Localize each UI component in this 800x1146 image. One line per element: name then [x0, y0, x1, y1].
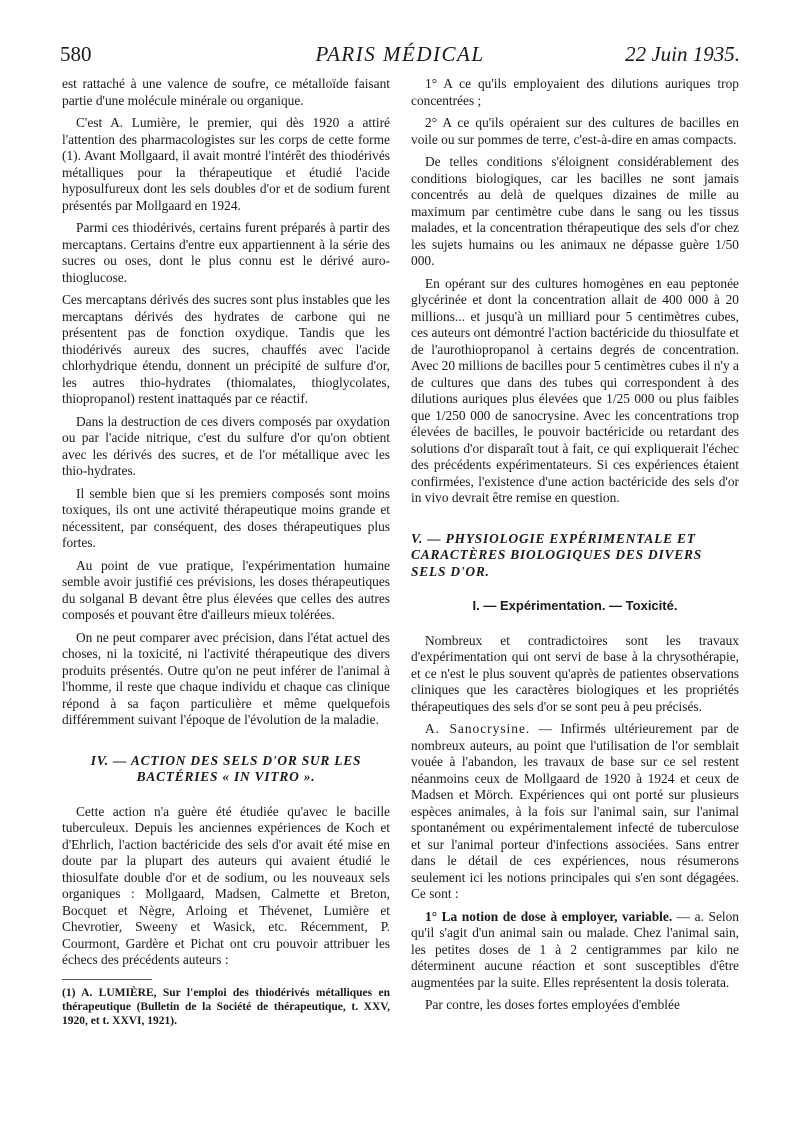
paragraph: De telles conditions s'éloignent considérablement des conditions biologiques, car les bacilles ne sont jamais concentrés au delà de quelques dizaines de mille au maximum par centimètre cube dans le sang ou les tissus malades, et la concentration thérapeutique des sels d'or chez les sujets humains ou les animaux ne dépasse guère 1/50 000.	[411, 154, 739, 268]
paragraph: Parmi ces thiodérivés, certains furent préparés à partir des mercaptans. Certains d'entre eux appartiennent à la série des sucres ou oses, dont le plus connu est le dérivé auro-thioglucose.	[62, 220, 390, 285]
subsection-heading: I. — Expérimentation. — Toxicité.	[472, 598, 678, 613]
footnote: (1) A. LUMIÈRE, Sur l'emploi des thiodérivés métalliques en thérapeutique (Bulletin de la Société de thérapeutique, t. XXV, 1920, et t. XXVI, 1921).	[62, 986, 390, 1027]
footnote-divider	[62, 979, 152, 980]
paragraph: Nombreux et contradictoires sont les travaux d'expérimentation qui ont servi de base à la chrysothérapie, et ce n'est le plus souvent qu'après de patientes observations cliniques que les caractères biologiques et les propriétés thérapeutiques des sels d'or se sont peu à peu précisés.	[411, 632, 739, 714]
paragraph-text: — a. Selon qu'il s'agit d'un animal sain ou malade. Chez l'animal sain, les petites doses de 1 à 2 centigrammes par kilo ne déterminent aucune réaction et sont susceptibles d'être augmentées par la suite. Elles représentent la dosis tolerata.	[411, 908, 739, 990]
paragraph: Ces mercaptans dérivés des sucres sont plus instables que les mercaptans dérivés des hydrates de carbone qui ne présentent pas de fonction oxydique. Tandis que les thiodérivés aureux des sucres, chauffés avec l'acide chlorhydrique étendu, donnent un précipité de sulfure d'or, les autres thio-hydrates (thiomalates, thioglycolates, thiopropanol) restent inattaqués par ce réactif.	[62, 292, 390, 406]
paragraph: 2° A ce qu'ils opéraient sur des cultures de bacilles en voile ou sur pommes de terre, c'est-à-dire en amas compacts.	[411, 115, 739, 147]
left-column	[62, 76, 390, 1034]
paragraph: 1° A ce qu'ils employaient des dilutions auriques trop concentrées ;	[411, 76, 739, 108]
paragraph: Dans la destruction de ces divers composés par oxydation ou par l'acide nitrique, c'est du sulfure d'or qu'on obtient avec les dérivés des sucres, et de l'or métallique avec les thio-hydrates.	[62, 413, 390, 478]
section-heading-iv: IV. — ACTION DES SELS D'OR SUR LES BACTÉRIES « IN VITRO ».	[90, 752, 362, 784]
paragraph: Il semble bien que si les premiers composés sont moins toxiques, ils ont une activité thérapeutique moins grande et nécessitent, par conséquent, des doses thérapeutiques plus fortes.	[62, 485, 390, 550]
paragraph: En opérant sur des cultures homogènes en eau peptonée glycérinée et dont la concentration allait de 400 000 à 20 millions... et jusqu'à un milliard pour 5 centimètres cubes, ces auteurs ont démontré l'action bactéricide du thiosulfate et de l'aurothiopropanol à certains degrés de concentration. Avec 20 millions de bacilles pour 5 centimètres cubes il n'y a de cultures que dans des tubes qui correspondent à des dilutions auriques plus élevées que 1/25 000 ou plus faibles que 1/250 000 de sanocrysine. Avec les concentrations trop élevées de bacilles, le pouvoir bactéricide ou retardant des solutions d'or disparaît tout à fait, ce qui expliquerait l'échec des précédents expérimentateurs. Si ces expériences étaient confirmées, l'existence d'une action bactéricide des sels d'or in vivo devrait être remise en question.	[411, 275, 739, 505]
paragraph: Au point de vue pratique, l'expérimentation humaine semble avoir justifié ces prévisions, les doses thérapeutiques du solganal B devant être plus élevées que celles des autres composés et pouvant être d'ailleurs mieux tolérées.	[62, 557, 390, 622]
issue-date: 22 Juin 1935.	[625, 42, 740, 66]
page-header	[60, 42, 740, 72]
paragraph: Cette action n'a guère été étudiée qu'avec le bacille tuberculeux. Depuis les anciennes expériences de Koch et d'Ehrlich, l'action bactéricide des sels d'or avait été mise en doute par la plupart des auteurs qui avaient étudié le thiosulfate double d'or et de sodium, ou les nouveaux sels organiques : Mollgaard, Madsen, Calmette et Breton, Bocquet et Nègre, Arloing et Thévenet, Lumière et Chevrotier, Sweeny et Wasick, etc. Récemment, P. Courmont, Gardère et Pichat ont cru pouvoir attribuer les échecs des précédents auteurs :	[62, 803, 390, 967]
paragraph: On ne peut comparer avec précision, dans l'état actuel des choses, ni la toxicité, ni l'activité thérapeutique des divers produits présentés. Outre qu'on ne peut inférer de l'animal à l'homme, il reste que chaque individu et chaque cas clinique répond à sa façon particulière et même quelquefois différemment suivant l'époque de l'évolution de la maladie.	[62, 629, 390, 727]
paragraph	[411, 721, 739, 903]
paragraph: C'est A. Lumière, le premier, qui dès 1920 a attiré l'attention des pharmacologistes sur les corps de cette forme (1). Avant Mollgaard, il avait montré l'intérêt des thiodérivés métalliques pour la thérapeutique et étudié l'acide hyposulfureux dont les sels doubles d'or et de sodium furent présentés par Mollgaard en 1924.	[62, 115, 390, 213]
paragraph	[411, 909, 739, 992]
page-number: 580	[60, 42, 92, 66]
run-in-heading: 1° La notion de dose à employer, variable.	[425, 908, 673, 924]
run-in-heading: A. Sanocrysine.	[425, 721, 531, 736]
paragraph: est rattaché à une valence de soufre, ce métalloïde faisant partie d'une molécule minérale ou organique.	[62, 76, 390, 108]
journal-title: PARIS MÉDICAL	[315, 42, 485, 66]
paragraph: Par contre, les doses fortes employées d'emblée	[425, 997, 680, 1012]
paragraph-text: — Infirmés ultérieurement par de nombreux auteurs, au point que l'utilisation de l'or semblait vouée à l'abandon, les travaux de base sur ce sel restent néanmoins ceux de Mollgaard de 1920 à 1924 et ceux de Madsen et Mörch. Expériences qui ont porté sur plusieurs espèces animales, à la fois sur l'animal sain, sur l'animal spontanément ou expérimentalement infecté de tuberculose et sur l'animal porteur d'infections associées. Sans entrer dans le détail de ces expériences, nous résumerons seulement ici les notions principales qui s'en sont dégagées. Ce sont :	[411, 721, 739, 901]
section-heading-v: V. — PHYSIOLOGIE EXPÉRIMENTALE ET CARACTÈRES BIOLOGIQUES DES DIVERS SELS D'OR.	[411, 530, 702, 579]
right-column	[411, 76, 739, 1020]
